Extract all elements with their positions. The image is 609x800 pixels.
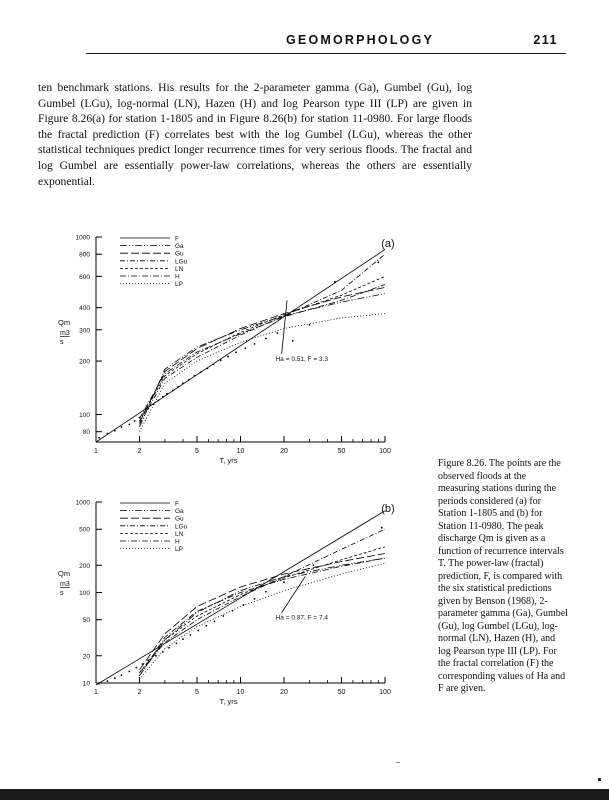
chart-a-y-axis-units: m3 xyxy=(60,330,70,337)
chart-a-y-tick-label: 200 xyxy=(79,358,90,366)
chart-a-y-tick-label: 600 xyxy=(79,273,90,281)
chart-b-data-point xyxy=(121,674,123,676)
chart-b-data-point xyxy=(175,642,177,644)
chart-a-legend-label: Gu xyxy=(175,250,184,258)
chart-a-data-point xyxy=(244,347,246,349)
chart-a-data-point xyxy=(292,340,294,342)
bottom-scan-edge xyxy=(0,789,609,800)
chart-b-series-h-line xyxy=(140,558,386,676)
chart-a-data-point xyxy=(377,261,379,263)
chart-a-data-point xyxy=(309,324,311,326)
chart-b-annotation-leader xyxy=(282,577,305,613)
chart-a-legend-label: LGu xyxy=(175,258,188,266)
chart-a-y-tick-label: 1000 xyxy=(75,234,90,242)
chart-b-data-point xyxy=(147,659,149,661)
chart-a-data-point xyxy=(162,396,164,398)
chart-a-y-tick-label: 300 xyxy=(79,327,90,335)
chart-b-panel-label: (b) xyxy=(381,503,395,515)
figure-caption: Figure 8.26. The points are the observed floods at the measuring stations during the periods considered (a) for Station 1-1805 and (b) for Station 11-0980. The peak discharge Qm is given as a function of recurrence intervals T. The power-law (fractal) prediction, F, is compared with the six statistical predictions given by Benson (1968), 2-parameter gamma (Ga), Gumbel (Gu), log Gumbel (LGu), log-normal (LN), Hazen (H), and log Pearson type III (LP). For the fractal correlation (F) the corresponding values of Ha and F are given. xyxy=(438,458,568,694)
chart-b-y-tick-label: 10 xyxy=(82,680,90,688)
chart-b-data-point xyxy=(182,638,184,640)
chart-b-data-point xyxy=(205,625,207,627)
chart-b-y-axis-units: m3 xyxy=(60,581,70,588)
chart-a-legend-label: F xyxy=(175,235,179,243)
chart-b-x-tick-label: 10 xyxy=(236,689,245,696)
chart-b-y-tick-label: 50 xyxy=(82,617,90,625)
chart-b-y-tick-label: 20 xyxy=(82,653,90,661)
chart-b-data-point xyxy=(254,598,256,600)
scan-speck xyxy=(396,762,400,763)
chart-a-y-tick-label: 400 xyxy=(79,305,90,313)
chart-a-y-axis-per: s xyxy=(60,339,64,346)
chart-b-series-gu-line xyxy=(140,554,386,670)
chart-b-x-tick-label: 100 xyxy=(379,689,391,696)
chart-b-data-point xyxy=(265,591,267,593)
header-rule xyxy=(86,53,566,54)
figure-8-26a-chart xyxy=(50,225,400,470)
chart-a-data-point xyxy=(139,417,141,419)
chart-a-annotation-leader xyxy=(282,300,287,354)
chart-a-data-point xyxy=(153,404,155,406)
chart-b-legend-label: LGu xyxy=(175,523,188,531)
chart-a-data-point xyxy=(227,356,229,358)
chart-a-series-gu-line xyxy=(140,287,386,422)
chart-b-data-point xyxy=(222,615,224,617)
chart-a-x-tick-label: 100 xyxy=(379,448,391,455)
chart-a-data-point xyxy=(134,420,136,422)
chart-a-x-tick-label: 5 xyxy=(195,448,199,455)
chart-b-y-tick-label: 100 xyxy=(79,590,90,597)
chart-b-data-point xyxy=(98,683,100,685)
chart-a-data-point xyxy=(143,412,145,414)
chart-b-series-ga-line xyxy=(140,558,386,676)
chart-a-data-point xyxy=(177,386,179,388)
chart-b-data-point xyxy=(313,564,315,566)
chart-b-x-tick-label: 20 xyxy=(280,689,288,696)
chart-b-data-point xyxy=(107,680,109,682)
chart-b-series-ln-line xyxy=(140,547,386,673)
chart-a-data-point xyxy=(213,363,215,365)
chart-a-data-point xyxy=(147,408,149,410)
chart-b-y-axis-per: s xyxy=(60,590,64,597)
corner-mark xyxy=(598,778,601,781)
chart-b-x-tick-label: 5 xyxy=(195,689,199,696)
chart-b-y-axis-title: Qm xyxy=(58,569,71,578)
chart-a-legend-label: LP xyxy=(175,281,183,289)
chart-b-data-point xyxy=(135,667,137,669)
chart-a-y-tick-label: 800 xyxy=(79,251,90,259)
chart-b-x-tick-label: 50 xyxy=(337,689,346,696)
chart-b-legend-label: LN xyxy=(175,530,184,538)
chart-b-series-f-line xyxy=(96,511,385,685)
chart-b-legend-label: H xyxy=(175,538,180,546)
chart-a-x-tick-label: 1 xyxy=(94,448,98,455)
chart-b-y-tick-label: 500 xyxy=(79,526,90,534)
chart-b-data-point xyxy=(243,604,245,606)
chart-a-x-tick-label: 20 xyxy=(280,448,288,455)
chart-a-data-point xyxy=(194,375,196,377)
chart-a-data-point xyxy=(157,400,159,402)
chart-a-legend-label: H xyxy=(175,273,180,281)
chart-b-data-point xyxy=(155,655,157,657)
chart-b-data-point xyxy=(232,610,234,612)
chart-a-y-tick-label: 80 xyxy=(82,429,90,437)
chart-b-annotation-label: Ha = 0.87, F = 7.4 xyxy=(275,614,329,622)
chart-a-data-point xyxy=(254,343,256,345)
chart-b-legend-label: F xyxy=(175,500,179,508)
chart-a-data-point xyxy=(182,382,184,384)
chart-a-data-point xyxy=(188,379,190,381)
page-number: 211 xyxy=(533,33,558,47)
chart-b-data-point xyxy=(381,527,383,529)
running-title: GEOMORPHOLOGY xyxy=(286,33,435,47)
chart-b-legend-label: Gu xyxy=(175,515,184,523)
chart-a-annotation-label: Ha = 0.51, F = 3.3 xyxy=(275,356,329,364)
chart-b-legend-label: Ga xyxy=(175,508,184,516)
chart-b-y-tick-label: 1000 xyxy=(75,499,90,507)
chart-a-x-tick-label: 10 xyxy=(236,448,245,455)
chart-a-x-tick-label: 2 xyxy=(137,448,142,455)
chart-a-data-point xyxy=(235,351,237,353)
chart-a-x-tick-label: 50 xyxy=(337,448,346,455)
chart-b-x-axis-title: T, yrs xyxy=(219,697,238,706)
chart-a-data-point xyxy=(98,437,100,439)
chart-a-data-point xyxy=(200,371,202,373)
chart-a-data-point xyxy=(206,367,208,369)
chart-a-series-h-line xyxy=(140,285,386,419)
chart-a-data-point xyxy=(334,281,336,283)
chart-a-data-point xyxy=(107,433,109,435)
chart-b-data-point xyxy=(214,620,216,622)
figure-8-26b-chart xyxy=(50,490,400,725)
chart-a-data-point xyxy=(276,332,278,334)
chart-a-panel-label: (a) xyxy=(381,238,395,250)
chart-b-data-point xyxy=(114,677,116,679)
chart-a-data-point xyxy=(265,338,267,340)
chart-b-data-point xyxy=(142,663,144,665)
chart-b-data-point xyxy=(189,634,191,636)
chart-b-data-point xyxy=(197,630,199,632)
chart-b-data-point xyxy=(162,651,164,653)
chart-a-data-point xyxy=(172,389,174,391)
chart-b-data-point xyxy=(168,647,170,649)
chart-a-data-point xyxy=(121,426,123,428)
chart-a-legend-label: LN xyxy=(175,265,184,273)
chart-a-legend-label: Ga xyxy=(175,243,184,251)
chart-a-y-axis-title: Qm xyxy=(58,318,71,327)
chart-a-data-point xyxy=(114,430,116,432)
chart-b-y-tick-label: 200 xyxy=(79,562,90,570)
chart-a-data-point xyxy=(166,393,168,395)
chart-b-x-tick-label: 2 xyxy=(137,689,142,696)
chart-b-data-point xyxy=(128,671,130,673)
chart-b-legend-label: LP xyxy=(175,546,183,554)
page-header xyxy=(86,31,566,55)
chart-b-data-point xyxy=(283,581,285,583)
chart-a-series-ga-line xyxy=(140,294,386,427)
chart-a-data-point xyxy=(128,423,130,425)
chart-a-x-axis-title: T, yrs xyxy=(219,456,238,465)
chart-a-data-point xyxy=(220,359,222,361)
chart-a-y-tick-label: 100 xyxy=(79,412,90,420)
chart-b-x-tick-label: 1 xyxy=(94,689,98,696)
chart-a-series-f-line xyxy=(96,250,385,443)
body-paragraph: ten benchmark stations. His results for the 2-parameter gamma (Ga), Gumbel (Gu), log Gumbel (LGu), log-normal (LN), Hazen (H) and log Pearson type III (LP) are given in Figure 8.26(a) for station 1-1805 and in Figure 8.26(b) for station 11-0980. For large floods the fractal prediction (F) correlates best with the log Gumbel (LGu), whereas the other statistical techniques predict longer recurrence times for very serious floods. The fractal and log Gumbel are essentially power-law correlations, whereas the others are essentially exponential. xyxy=(38,81,472,188)
